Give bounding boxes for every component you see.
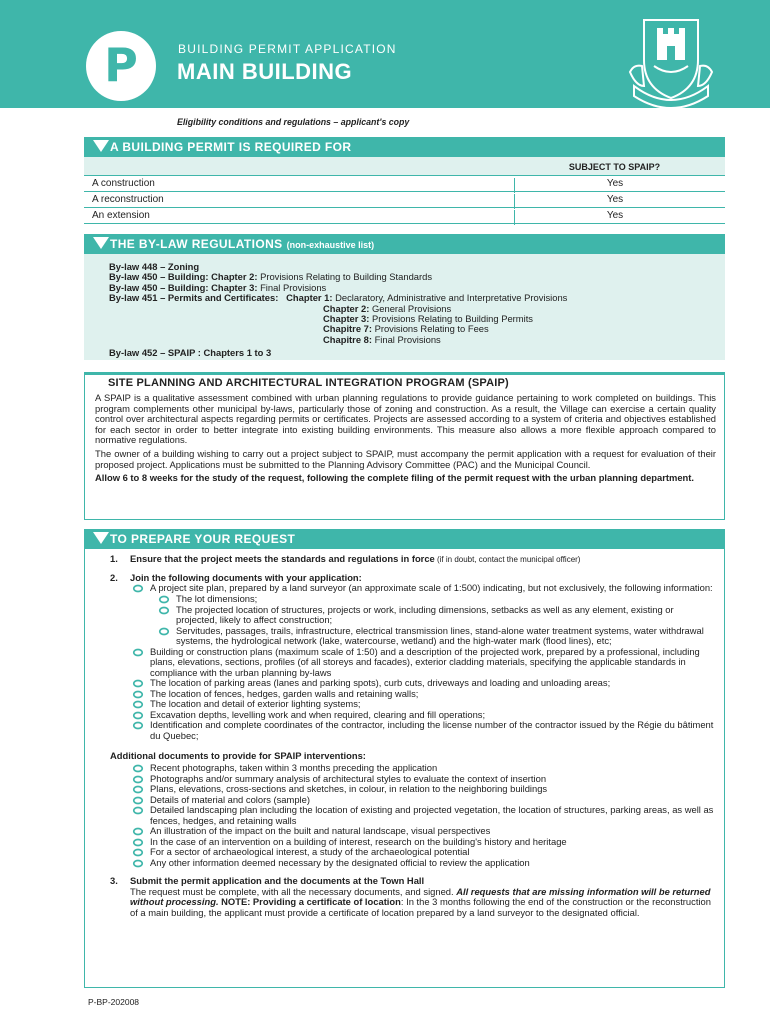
bullet-icon: [159, 596, 169, 604]
bullet-icon: [159, 606, 169, 614]
list-item: In the case of an intervention on a building of interest, research on the building's history and heritage: [130, 837, 716, 848]
form-title: MAIN BUILDING: [177, 59, 353, 84]
list-item: Excavation depths, levelling work and when required, clearing and fill operations;: [130, 710, 716, 721]
bullet-icon: [159, 627, 169, 635]
list-item: Identification and complete coordinates of the contractor, including the license number of the contractor issued by the Régie du bâtiment du Quebec;: [130, 720, 716, 741]
bullet-icon: [133, 712, 143, 720]
list-item: Servitudes, passages, trails, infrastructure, electrical transmission lines, stand-alone water treatment systems, water withdrawal systems, the hydrological network (lake, watercourse, wetland) and the high-water mark (flood lines), etc;: [130, 626, 716, 647]
bullet-icon: [133, 838, 143, 846]
additional-docs-title: Additional documents to provide for SPAIP interventions:: [110, 750, 366, 762]
table-header: [84, 157, 725, 176]
row-label: A reconstruction: [92, 194, 164, 205]
list-item: Recent photographs, taken within 3 months preceding the application: [130, 763, 716, 774]
bullet-icon: [133, 722, 143, 730]
bullet-icon: [133, 796, 143, 804]
header-banner: [0, 0, 770, 108]
form-subtitle: BUILDING PERMIT APPLICATION: [178, 42, 397, 56]
list-item: Details of material and colors (sample): [130, 795, 716, 806]
bylaw-line: By-law 448 – Zoning: [109, 261, 200, 272]
municipal-crest-icon: [624, 14, 718, 112]
step-3: 3. Submit the permit application and the documents at the Town Hall The request must be complete, with all the necessary documents, and signed. All requests that are missing information will be returned without processing. NOTE: Providing a certificate of location: In the 3 months following the end of the construction or the reconstruction of a main building, the applicant must provide a certificate of location prepared by a land surveyor to the designated official.: [110, 875, 711, 918]
permit-section-title: A BUILDING PERMIT IS REQUIRED FOR: [84, 137, 725, 157]
list-item: An illustration of the impact on the built and natural landscape, visual perspectives: [130, 826, 716, 837]
bylaw-line: By-law 451 – Permits and Certificates: Chapter 1: Declaratory, Administrative and Interpretative Provisions: [109, 292, 568, 304]
list-item: The projected location of structures, projects or work, including dimensions, setbacks as well as any element, existing or projected, likely to affect construction;: [130, 605, 716, 626]
eligibility-note: Eligibility conditions and regulations – applicant's copy: [177, 117, 410, 127]
bylaw-line: By-law 450 – Building: Chapter 2: Provisions Relating to Building Standards: [109, 271, 433, 283]
row-label: A construction: [92, 178, 155, 189]
list-item: For a sector of archaeological interest, a study of the archaeological potential: [130, 847, 716, 858]
spaip-paragraph: The owner of a building wishing to carry out a project subject to SPAIP, must accompany the permit application with a request for evaluation of their proposed project. Applications must be submitted to the Planning Advisory Committee (PAC) and the Municipal Council.: [95, 447, 716, 470]
list-item: A project site plan, prepared by a land surveyor (an approximate scale of 1:500) indicating, but not exclusively, the following information:: [130, 583, 716, 594]
bylaw-section-title: THE BY-LAW REGULATIONS (non-exhaustive list): [84, 234, 725, 254]
bullet-icon: [133, 859, 143, 867]
additional-docs-list: [110, 763, 716, 868]
list-item: Plans, elevations, cross-sections and sketches, in colour, in relation to the neighboring buildings: [130, 784, 716, 795]
row-value: Yes: [606, 194, 624, 205]
bylaw-line: By-law 450 – Building: Chapter 3: Final Provisions: [109, 281, 327, 293]
bullet-icon: [133, 648, 143, 656]
list-item: Detailed landscaping plan including the location of existing and projected vegetation, the location of structures, parking areas, as well as fences, hedges, and retaining walls: [130, 805, 716, 826]
row-value: Yes: [606, 178, 624, 189]
bylaw-chapter: Chapitre 7: Provisions Relating to Fees: [323, 323, 489, 335]
bullet-icon: [133, 807, 143, 815]
spaip-delay-note: Allow 6 to 8 weeks for the study of the request, following the complete filing of the permit request with the urban planning department.: [95, 472, 695, 484]
bylaw-chapter: Chapitre 8: Final Provisions: [323, 333, 441, 345]
step-2: 2. Join the following documents with your application: A project site plan, prepared by a land surveyor (an approximate scale of 1:500) indicating, but not exclusively, the following information: The lot dimensions; The projected location of structures, projects or work, including dimensions, setbacks as well as any element, existing or projected, likely to affect construction; Servitudes, passages, trails, infrastructure, electrical transmission lines, stand-alone water treatment systems, water withdrawal systems, the hydrological network (lake, watercourse, wetland) and the high-water mark (flood lines), etc; Building or construction plans (maximum scale of 1:50) and a description of the projected work, prepared by a professional, including plans, elevations, sections, profiles (of all storeys and facades), exterior cladding materials, specifying the applicable standards in compliance with the urban planning by-laws The location of parking areas (lanes and parking spots), curb cuts, driveways and loading and unloading areas; The location of fences, hedges, garden walls and retaining walls; The location and detail of exterior lighting systems; Excavation depths, levelling work and when required, clearing and fill operations; Identification and complete coordinates of the contractor, including the license number of the contractor issued by the Régie du bâtiment du Quebec;: [110, 573, 716, 742]
list-item: Photographs and/or summary analysis of architectural styles to evaluate the context of insertion: [130, 774, 716, 785]
table-row: [84, 192, 725, 208]
list-item: The lot dimensions;: [130, 594, 716, 605]
list-item: The location and detail of exterior lighting systems;: [130, 699, 716, 710]
row-value: Yes: [606, 210, 624, 221]
bylaw-chapter: Chapter 2: General Provisions: [323, 302, 452, 314]
bylaw-chapter: Chapter 3: Provisions Relating to Building Permits: [323, 312, 533, 324]
bullet-icon: [133, 585, 143, 593]
bullet-icon: [133, 690, 143, 698]
row-label: An extension: [92, 210, 150, 221]
spaip-title: SITE PLANNING AND ARCHITECTURAL INTEGRATION PROGRAM (SPAIP): [108, 377, 509, 389]
permit-table: [84, 157, 725, 224]
spaip-paragraph: A SPAIP is a qualitative assessment combined with urban planning regulations to provide guidance pertaining to work completed on buildings. This program complements other municipal by-laws, particularly those of zoning and construction. As a result, the Village can exercise a certain quality control over architectural aspects regarding permits or certificates. Projects are assessed according to a system of criteria and objectives established for each sector in order to better integrate into existing building environments. This measure also allows a more flexible approach compared to normative regulations.: [95, 392, 716, 446]
list-item: Any other information deemed necessary by the designated official to review the application: [130, 858, 716, 869]
table-row: [84, 176, 725, 192]
spaip-column-header: SUBJECT TO SPAIP?: [568, 162, 661, 172]
table-row: [84, 208, 725, 224]
bullet-icon: [133, 786, 143, 794]
bylaw-list: [84, 254, 725, 360]
form-code: P-BP-202008: [88, 997, 140, 1007]
bullet-icon: [133, 680, 143, 688]
prepare-section-title: TO PREPARE YOUR REQUEST: [84, 529, 725, 549]
bylaw-line: By-law 452 – SPAIP : Chapters 1 to 3: [109, 347, 272, 359]
spaip-box: [84, 372, 725, 520]
permit-badge: P: [86, 31, 156, 101]
list-item: The location of parking areas (lanes and parking spots), curb cuts, driveways and loading and unloading areas;: [130, 678, 716, 689]
bullet-icon: [133, 849, 143, 857]
bullet-icon: [133, 775, 143, 783]
step-1: 1. Ensure that the project meets the standards and regulations in force (if in doubt, contact the municipal officer): [110, 553, 581, 564]
bullet-icon: [133, 828, 143, 836]
bullet-icon: [133, 765, 143, 773]
prepare-box: [84, 548, 725, 988]
bullet-icon: [133, 701, 143, 709]
bylaw-note: (non-exhaustive list): [286, 240, 375, 250]
list-item: Building or construction plans (maximum scale of 1:50) and a description of the projected work, prepared by a professional, including plans, elevations, sections, profiles (of all storeys and facades), exterior cladding materials, specifying the applicable standards in compliance with the urban planning by-laws: [130, 647, 716, 679]
list-item: The location of fences, hedges, garden walls and retaining walls;: [130, 689, 716, 700]
